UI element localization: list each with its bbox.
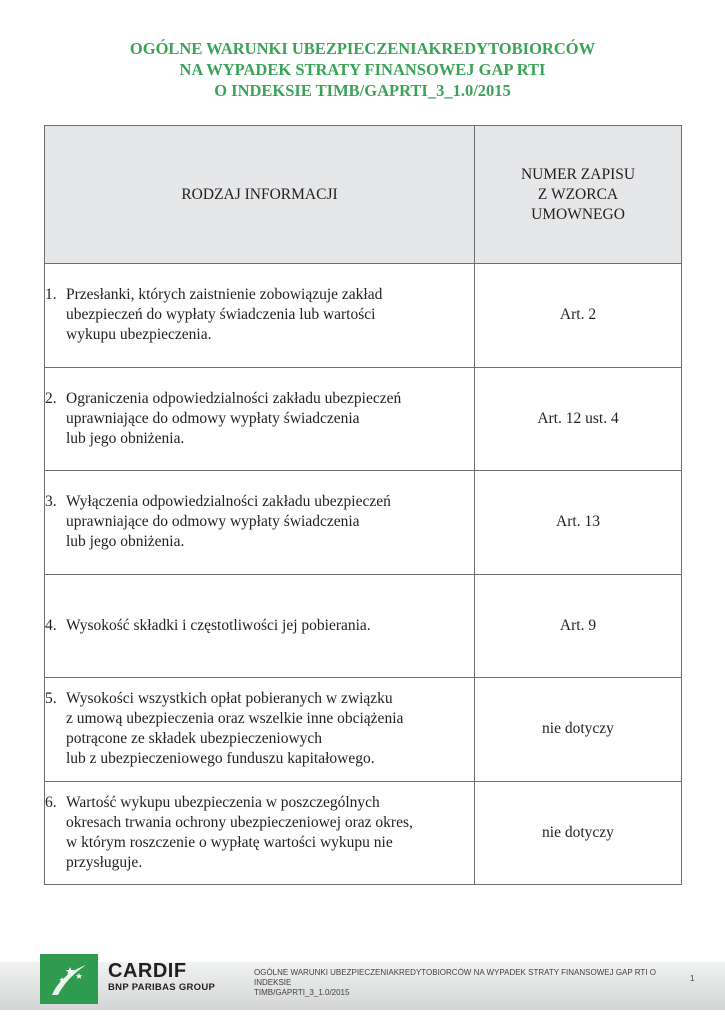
row-number: 2.	[45, 389, 57, 407]
table-row	[45, 471, 682, 575]
row-number: 6.	[45, 793, 57, 811]
brand-name: CARDIF	[108, 960, 187, 982]
row-number: 3.	[45, 493, 57, 511]
row-reference: Art. 13	[475, 471, 682, 575]
table-row	[45, 367, 682, 471]
row-reference: Art. 2	[475, 264, 682, 368]
page-number: 1	[690, 974, 695, 983]
row-description: 6. Wartość wykupu ubezpieczenia w poszczególnych okresach trwania ochrony ubezpieczeniowej oraz okres, w którym roszczenie o wypłatę wartości wykupu nie przysługuje.	[45, 781, 475, 885]
document-title	[0, 38, 725, 101]
row-number: 4.	[45, 616, 57, 634]
table-row	[45, 264, 682, 368]
table-row	[45, 781, 682, 885]
row-description: 4. Wysokość składki i częstotliwości jej pobierania.	[45, 574, 475, 678]
information-table	[44, 125, 682, 885]
title-line-3: O INDEKSIE TIMB/GAPRTI_3_1.0/2015	[214, 81, 511, 100]
table-row	[45, 574, 682, 678]
row-reference: nie dotyczy	[475, 678, 682, 782]
table-header-row	[45, 126, 682, 264]
footer-document-title: OGÓLNE WARUNKI UBEZPIECZENIAKREDYTOBIORCÓW NA WYPADEK STRATY FINANSOWEJ GAP RTI O INDEKSIE TIMB/GAPRTI_3_1.0/2015	[254, 968, 656, 997]
page-footer	[0, 952, 725, 1024]
header-information-type: RODZAJ INFORMACJI	[45, 126, 475, 264]
row-number: 1.	[45, 286, 57, 304]
row-description: 3. Wyłączenia odpowiedzialności zakładu ubezpieczeń uprawniające do odmowy wypłaty świadczenia lub jego obniżenia.	[45, 471, 475, 575]
title-line-2: NA WYPADEK STRATY FINANSOWEJ GAP RTI	[179, 60, 546, 79]
header-record-number: NUMER ZAPISU Z WZORCA UMOWNEGO	[475, 126, 682, 264]
table-row	[45, 678, 682, 782]
row-description: 1. Przesłanki, których zaistnienie zobowiązuje zakład ubezpieczeń do wypłaty świadczenia lub wartości wykupu ubezpieczenia.	[45, 264, 475, 368]
row-reference: nie dotyczy	[475, 781, 682, 885]
brand	[108, 960, 215, 993]
row-reference: Art. 12 ust. 4	[475, 367, 682, 471]
stars-icon	[48, 959, 90, 999]
row-reference: Art. 9	[475, 574, 682, 678]
row-description: 2. Ograniczenia odpowiedzialności zakładu ubezpieczeń uprawniające do odmowy wypłaty świadczenia lub jego obniżenia.	[45, 367, 475, 471]
brand-group: BNP PARIBAS GROUP	[108, 982, 216, 993]
row-description: 5. Wysokości wszystkich opłat pobieranych w związku z umową ubezpieczenia oraz wszelkie inne obciążenia potrącone ze składek ubezpieczeniowych lub z ubezpieczeniowego funduszu kapitałowego.	[45, 678, 475, 782]
cardif-logo	[40, 954, 98, 1004]
row-number: 5.	[45, 690, 57, 708]
title-line-1: OGÓLNE WARUNKI UBEZPIECZENIAKREDYTOBIORCÓW	[129, 39, 596, 58]
